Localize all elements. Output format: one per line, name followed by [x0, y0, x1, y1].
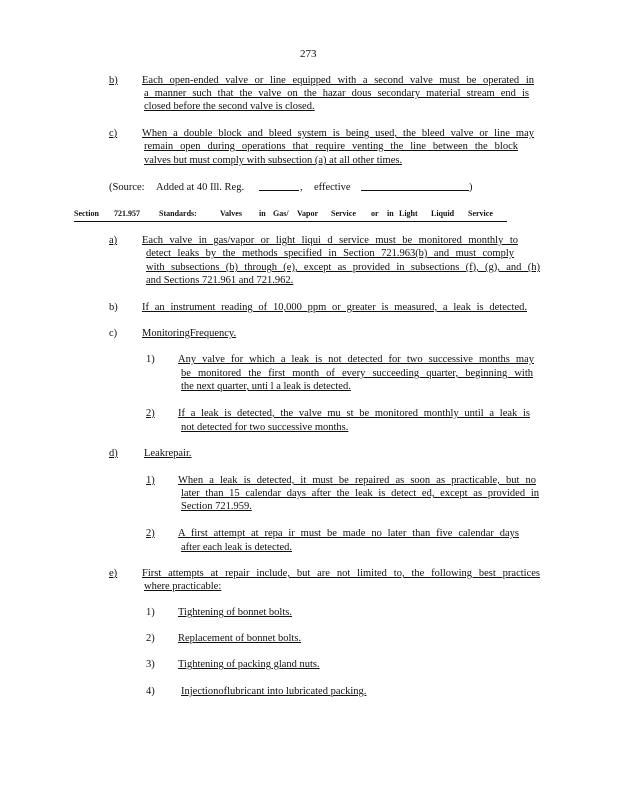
item-marker: c) — [109, 328, 118, 339]
paragraph-line: Any valve for which a leak is not detected for two successive months may — [178, 354, 534, 365]
section-title-word: Gas/ — [273, 209, 289, 218]
section-title-word: Vapor — [297, 209, 319, 218]
section-title-word: Light — [399, 209, 418, 218]
subsection-heading: MonitoringFrequency. — [142, 328, 237, 339]
paragraph-line: If an instrument reading of 10,000 ppm or greater is measured, a leak is detected. — [142, 302, 527, 313]
paragraph-line: be monitored the first month of every succeeding quarter, beginning with — [181, 368, 533, 379]
item-marker: 1) — [146, 475, 155, 486]
paragraph-line: If a leak is detected, the valve mu st be monitored monthly until a leak is — [178, 408, 530, 419]
source-comma: , — [300, 182, 303, 193]
item-marker: a) — [109, 235, 118, 246]
section-title-word: Valves — [220, 209, 242, 218]
item-marker: 1) — [146, 354, 155, 365]
source-prefix: (Source: — [109, 182, 145, 193]
paragraph-line: Each open-ended valve or line equipped with a second valve must be operated in — [142, 75, 534, 86]
subsection-heading: Leakrepair. — [144, 448, 192, 459]
paragraph-line: a manner such that the valve on the hazar dous secondary material stream end is — [144, 88, 529, 99]
list-item: Replacement of bonnet bolts. — [178, 633, 302, 644]
section-label: Section — [74, 209, 99, 218]
section-title-word: Service — [468, 209, 493, 218]
item-marker: c) — [109, 128, 118, 139]
paragraph-line: Each valve in gas/vapor or light liqui d service must be monitored monthly to — [142, 235, 518, 246]
section-title-word: Liquid — [431, 209, 455, 218]
page-number: 273 — [300, 48, 317, 60]
item-marker: 2) — [146, 528, 155, 539]
source-effective: effective — [314, 182, 351, 193]
paragraph-line: A first attempt at repa ir must be made no later than five calendar days — [178, 528, 519, 539]
section-number: 721.957 — [114, 209, 140, 218]
item-marker: b) — [109, 75, 118, 86]
section-title-word: Service — [331, 209, 356, 218]
paragraph-line: and Sections 721.961 and 721.962. — [146, 275, 294, 286]
paragraph-line: later than 15 calendar days after the leak is detect ed, except as provided in — [181, 488, 539, 499]
list-item: Tightening of packing gland nuts. — [178, 659, 320, 670]
item-marker: b) — [109, 302, 118, 313]
list-item: Injectionoflubricant into lubricated packing. — [181, 686, 367, 697]
paragraph-line: closed before the second valve is closed. — [144, 101, 315, 112]
paragraph-line: When a leak is detected, it must be repaired as soon as practicable, but no — [178, 475, 536, 486]
blank-line — [259, 181, 299, 191]
section-title-word: Standards: — [159, 209, 197, 218]
paragraph-line: remain open during operations that require venting the line between the block — [144, 141, 518, 152]
section-title-word: in — [387, 209, 394, 218]
paragraph-line: the next quarter, unti l a leak is detected. — [181, 381, 351, 392]
paragraph-line: with subsections (b) through (e), except as provided in subsections (f), (g), and (h) — [146, 262, 540, 273]
item-marker: 2) — [146, 408, 155, 419]
source-close: ) — [469, 182, 473, 193]
paragraph-line: where practicable: — [144, 581, 222, 592]
item-marker: 3) — [146, 659, 155, 670]
paragraph-line: valves but must comply with subsection (a) at all other times. — [144, 155, 403, 166]
list-item: Tightening of bonnet bolts. — [178, 607, 292, 618]
section-header — [74, 209, 507, 222]
paragraph-line: Section 721.959. — [181, 501, 252, 512]
item-marker: 4) — [146, 686, 155, 697]
item-marker: d) — [109, 448, 118, 459]
paragraph-line: First attempts at repair include, but are not limited to, the following best practices — [142, 568, 540, 579]
item-marker: 2) — [146, 633, 155, 644]
item-marker: 1) — [146, 607, 155, 618]
section-title-word: in — [259, 209, 266, 218]
source-text: Added at 40 Ill. Reg. — [156, 182, 245, 193]
section-title-word: or — [371, 209, 379, 218]
item-marker: e) — [109, 568, 118, 579]
paragraph-line: after each leak is detected. — [181, 542, 293, 553]
paragraph-line: detect leaks by the methods specified in Section 721.963(b) and must comply — [146, 248, 514, 259]
blank-line — [361, 181, 469, 191]
paragraph-line: not detected for two successive months. — [181, 422, 349, 433]
paragraph-line: When a double block and bleed system is being used, the bleed valve or line may — [142, 128, 534, 139]
